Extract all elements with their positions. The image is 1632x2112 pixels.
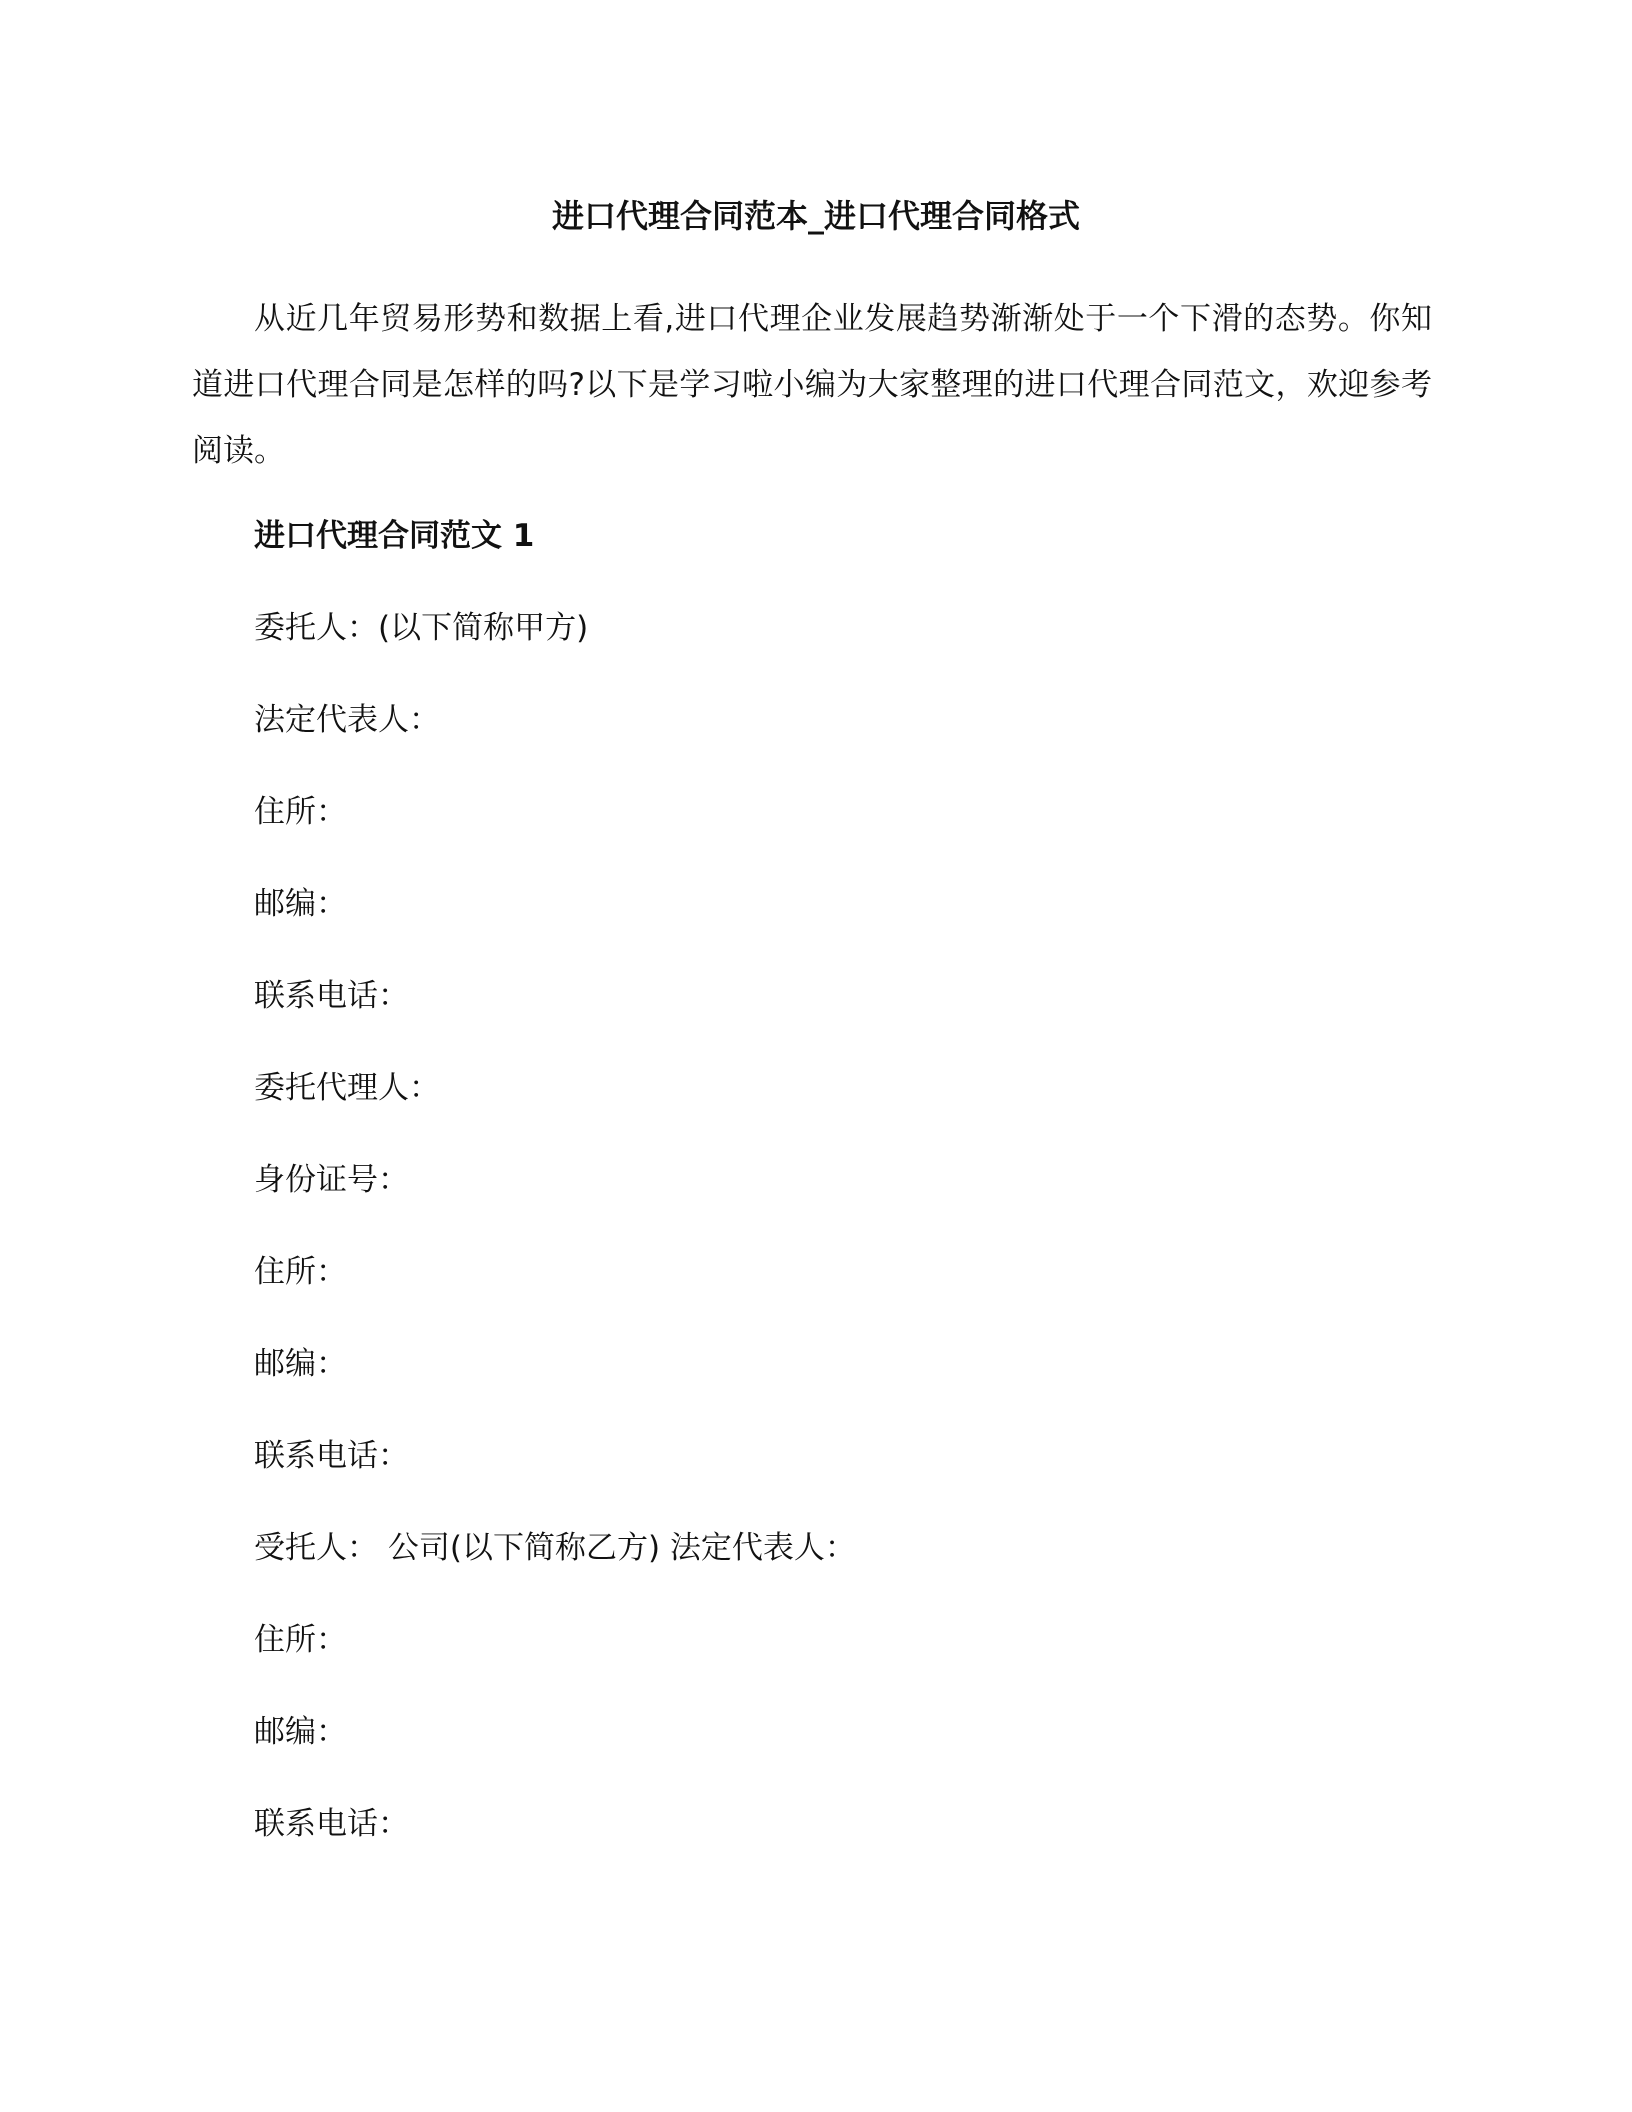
- field-postcode: 邮编：: [254, 886, 347, 922]
- field-trustee-postcode: 邮编：: [254, 1714, 347, 1750]
- field-legal-representative: 法定代表人：: [254, 702, 440, 738]
- field-client: 委托人：(以下简称甲方): [254, 610, 589, 646]
- section-heading: 进口代理合同范文 1: [254, 518, 535, 554]
- field-trustee: 受托人： 公司(以下简称乙方) 法定代表人：: [254, 1530, 856, 1566]
- field-authorized-agent: 委托代理人：: [254, 1070, 440, 1106]
- intro-paragraph: 从近几年贸易形势和数据上看,进口代理企业发展趋势渐渐处于一个下滑的态势。你知道进口代理合同是怎样的吗?以下是学习啦小编为大家整理的进口代理合同范文，欢迎参考阅读。: [192, 301, 1432, 469]
- field-address: 住所：: [254, 794, 347, 830]
- document-title: 进口代理合同范本_进口代理合同格式: [551, 197, 1080, 235]
- field-agent-postcode: 邮编：: [254, 1346, 347, 1382]
- field-agent-address: 住所：: [254, 1254, 347, 1290]
- field-agent-phone: 联系电话：: [254, 1438, 409, 1474]
- field-trustee-address: 住所：: [254, 1622, 347, 1658]
- field-id-number: 身份证号：: [254, 1162, 409, 1198]
- field-phone: 联系电话：: [254, 978, 409, 1014]
- field-trustee-phone: 联系电话：: [254, 1806, 409, 1842]
